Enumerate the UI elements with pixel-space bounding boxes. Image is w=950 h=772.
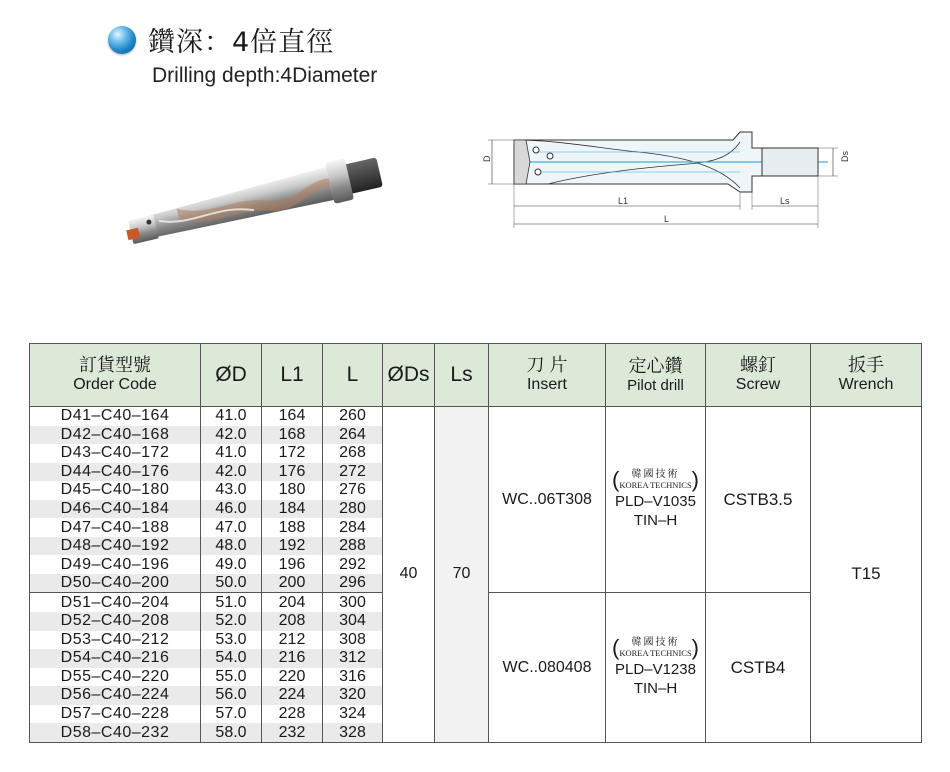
header-ds — [383, 344, 435, 407]
order-code-cell: D42–C40–168 — [30, 426, 201, 445]
page-title: 鑽深：4倍直徑 — [148, 27, 335, 58]
insert-cell-2: WC..080408 — [489, 593, 606, 742]
l1-cell: 220 — [262, 668, 323, 687]
order-code-cell: D57–C40–228 — [30, 705, 201, 724]
header-l-label: L — [346, 362, 359, 386]
header-insert-cn: 刀 片 — [526, 355, 568, 376]
d-cell: 55.0 — [201, 668, 262, 687]
header-d-label: ØD — [215, 362, 247, 386]
table-header-row — [30, 344, 922, 407]
l1-cell: 168 — [262, 426, 323, 445]
order-code-cell: D50–C40–200 — [30, 574, 201, 593]
d-cell: 43.0 — [201, 481, 262, 500]
l-cell: 304 — [323, 612, 383, 631]
order-code-cell: D58–C40–232 — [30, 723, 201, 742]
order-code-cell: D53–C40–212 — [30, 631, 201, 650]
order-code-cell: D55–C40–220 — [30, 668, 201, 687]
pilot-model: PLD–V1035 — [615, 493, 696, 511]
l1-cell: 232 — [262, 723, 323, 742]
order-code-cell: D45–C40–180 — [30, 481, 201, 500]
header-insert-en: Insert — [526, 376, 567, 394]
order-code-cell: D44–C40–176 — [30, 463, 201, 482]
l1-cell: 184 — [262, 500, 323, 519]
header-l1 — [262, 344, 323, 407]
drill-photo — [118, 150, 408, 260]
dim-ls-label: Ls — [780, 196, 790, 206]
order-code-cell: D47–C40–188 — [30, 518, 201, 537]
l1-cell: 164 — [262, 407, 323, 426]
l-cell: 264 — [323, 426, 383, 445]
header-ls — [435, 344, 489, 407]
l-cell: 292 — [323, 555, 383, 574]
l1-cell: 192 — [262, 537, 323, 556]
d-cell: 53.0 — [201, 631, 262, 650]
l1-cell: 176 — [262, 463, 323, 482]
header-wrench-en: Wrench — [838, 376, 894, 394]
l-cell: 316 — [323, 668, 383, 687]
l-cell: 328 — [323, 723, 383, 742]
l1-cell: 224 — [262, 686, 323, 705]
pilot-coating: TIN–H — [633, 512, 678, 530]
wrench-cell: T15 — [811, 407, 922, 743]
d-cell: 49.0 — [201, 555, 262, 574]
header-order-en: Order Code — [73, 376, 157, 394]
order-code-cell: D56–C40–224 — [30, 686, 201, 705]
screw-cell-1: CSTB3.5 — [706, 407, 811, 593]
d-cell: 51.0 — [201, 593, 262, 612]
header-insert — [489, 344, 606, 407]
d-cell: 56.0 — [201, 686, 262, 705]
header-screw — [706, 344, 811, 407]
l1-cell: 212 — [262, 631, 323, 650]
l-cell: 276 — [323, 481, 383, 500]
order-code-cell: D49–C40–196 — [30, 555, 201, 574]
l-cell: 300 — [323, 593, 383, 612]
l-cell: 324 — [323, 705, 383, 724]
l-cell: 284 — [323, 518, 383, 537]
l1-cell: 172 — [262, 444, 323, 463]
title-row — [108, 20, 334, 59]
d-cell: 47.0 — [201, 518, 262, 537]
pilot-cell-1 — [606, 407, 706, 593]
order-code-cell: D41–C40–164 — [30, 407, 201, 426]
header-ds-label: ØDs — [387, 362, 430, 386]
korea-technics-en: KOREA TECHNICS — [619, 647, 692, 658]
l1-cell: 204 — [262, 593, 323, 612]
order-code-cell: D48–C40–192 — [30, 537, 201, 556]
header-screw-cn: 螺釘 — [740, 355, 776, 376]
header-d — [201, 344, 262, 407]
header-screw-en: Screw — [735, 376, 781, 394]
l1-cell: 180 — [262, 481, 323, 500]
header-l — [323, 344, 383, 407]
order-code-cell: D51–C40–204 — [30, 593, 201, 612]
pilot-coating: TIN–H — [633, 680, 678, 698]
table-body — [30, 407, 922, 743]
header-pilot-en: Pilot drill — [627, 376, 684, 394]
l1-cell: 216 — [262, 649, 323, 668]
header-order-cn: 訂貨型號 — [79, 355, 151, 376]
screw-cell-2: CSTB4 — [706, 593, 811, 742]
l-cell: 312 — [323, 649, 383, 668]
korea-technics-cn: 韓國技術 — [631, 468, 680, 480]
d-cell: 57.0 — [201, 705, 262, 724]
header-order-code — [30, 344, 201, 407]
dim-ds-label: Ds — [840, 151, 850, 162]
table-row — [30, 407, 922, 426]
l1-cell: 188 — [262, 518, 323, 537]
korea-technics-mark: ( 韓國技術 KOREA TECHNICS ) — [612, 635, 699, 661]
header-wrench-cn: 扳手 — [848, 355, 884, 376]
header-ls-label: Ls — [450, 362, 473, 386]
ds-cell: 40 — [383, 407, 435, 743]
l-cell: 320 — [323, 686, 383, 705]
d-cell: 42.0 — [201, 463, 262, 482]
korea-technics-cn: 韓國技術 — [631, 636, 680, 648]
korea-technics-en: KOREA TECHNICS — [619, 479, 692, 490]
pilot-model: PLD–V1238 — [615, 661, 696, 679]
d-cell: 46.0 — [201, 500, 262, 519]
ls-cell: 70 — [435, 407, 489, 743]
d-cell: 52.0 — [201, 612, 262, 631]
insert-cell-1: WC..06T308 — [489, 407, 606, 593]
dim-l-label: L — [664, 214, 670, 224]
l1-cell: 228 — [262, 705, 323, 724]
header-l1-label: L1 — [280, 362, 304, 386]
dim-d-label: D — [482, 155, 492, 162]
d-cell: 58.0 — [201, 723, 262, 742]
d-cell: 54.0 — [201, 649, 262, 668]
pilot-cell-2 — [606, 593, 706, 742]
d-cell: 41.0 — [201, 444, 262, 463]
l-cell: 268 — [323, 444, 383, 463]
l-cell: 288 — [323, 537, 383, 556]
d-cell: 50.0 — [201, 574, 262, 593]
l-cell: 308 — [323, 631, 383, 650]
l1-cell: 196 — [262, 555, 323, 574]
l-cell: 272 — [323, 463, 383, 482]
l1-cell: 200 — [262, 574, 323, 593]
d-cell: 42.0 — [201, 426, 262, 445]
drill-technical-drawing — [478, 128, 850, 240]
order-code-cell: D43–C40–172 — [30, 444, 201, 463]
header-pilot-cn: 定心鑽 — [628, 356, 683, 377]
l-cell: 296 — [323, 574, 383, 593]
l1-cell: 208 — [262, 612, 323, 631]
korea-technics-mark: ( 韓國技術 KOREA TECHNICS ) — [612, 467, 699, 493]
spec-table — [29, 343, 922, 743]
page-subtitle: Drilling depth:4Diameter — [152, 64, 378, 87]
order-code-cell: D54–C40–216 — [30, 649, 201, 668]
l-cell: 280 — [323, 500, 383, 519]
dim-l1-label: L1 — [618, 196, 629, 206]
header-wrench — [811, 344, 922, 407]
order-code-cell: D46–C40–184 — [30, 500, 201, 519]
d-cell: 48.0 — [201, 537, 262, 556]
order-code-cell: D52–C40–208 — [30, 612, 201, 631]
header-pilot — [606, 344, 706, 407]
blue-bullet-icon — [108, 26, 136, 54]
d-cell: 41.0 — [201, 407, 262, 426]
l-cell: 260 — [323, 407, 383, 426]
